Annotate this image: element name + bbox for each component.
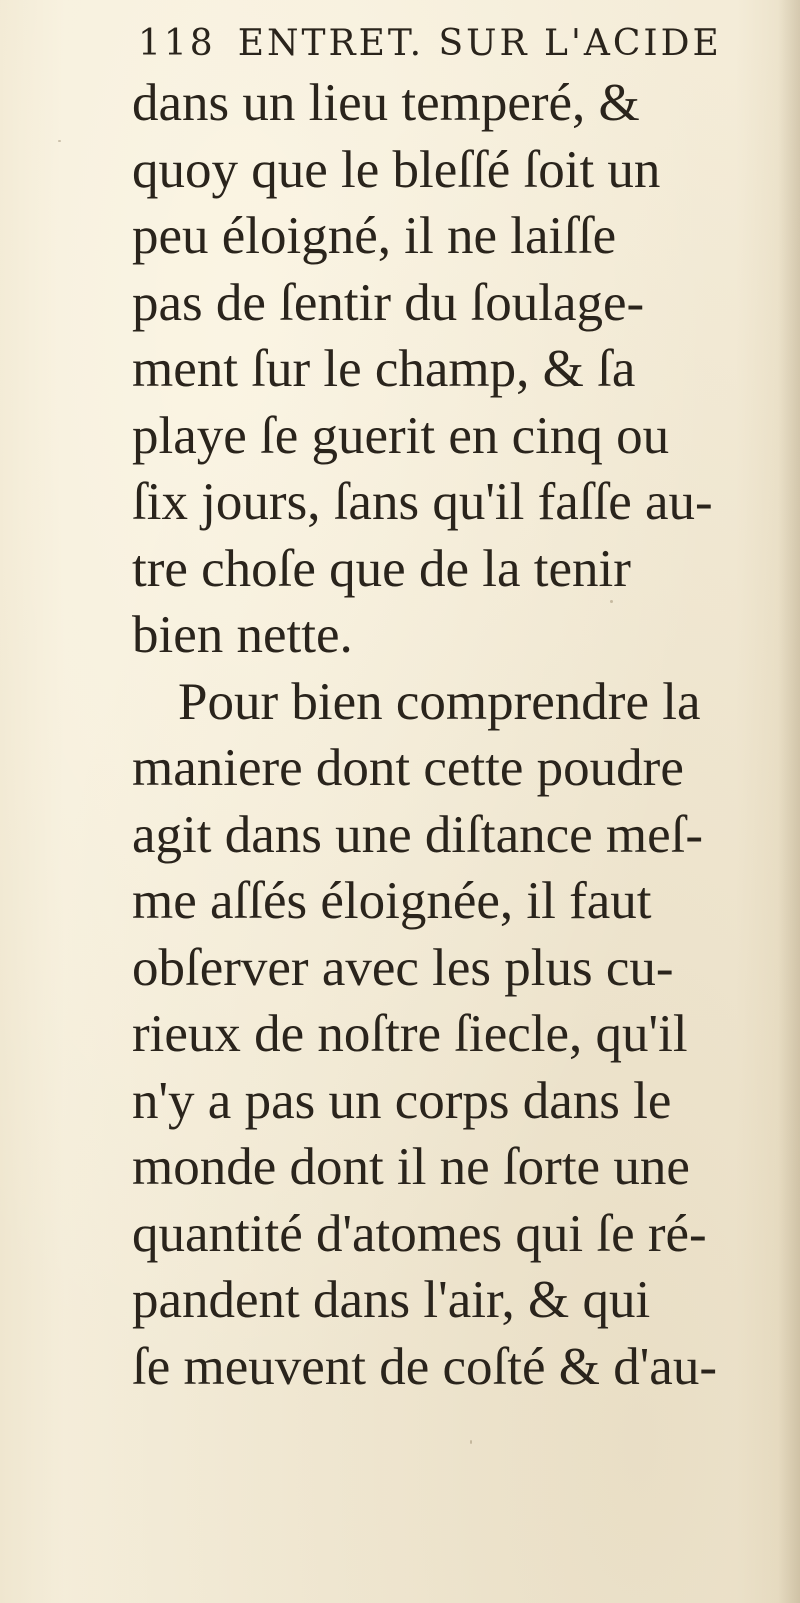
text-line: monde dont il ne ſorte une	[132, 1138, 690, 1196]
text-line: tre choſe que de la tenir	[132, 539, 631, 598]
text-line: bien nette.	[132, 606, 353, 664]
text-line: peu éloigné, il ne laiſſe	[132, 207, 617, 265]
paper-speck	[58, 140, 61, 142]
body-text	[132, 70, 792, 1400]
text-line: quoy que le bleſſé ſoit un	[132, 140, 661, 199]
text-line: ſix jours, ſans qu'il faſſe au-	[132, 473, 713, 531]
text-line: playe ſe guerit en cinq ou	[132, 406, 670, 465]
page-number: 118	[138, 23, 216, 64]
text-line: obſerver avec les plus cu-	[132, 938, 674, 997]
text-line: ſe meuvent de coſté & d'au-	[132, 1337, 717, 1396]
text-line: pandent dans l'air, & qui	[132, 1271, 651, 1329]
text-line: ment ſur le champ, & ſa	[132, 340, 636, 398]
text-line: quantité d'atomes qui ſe ré-	[132, 1204, 707, 1263]
paragraph-start-line: Pour bien comprendre la	[178, 672, 701, 731]
text-line: me aſſés éloignée, il faut	[132, 872, 652, 930]
text-line: dans un lieu temperé, &	[132, 74, 640, 132]
running-header	[138, 18, 778, 70]
text-line: maniere dont cette poudre	[132, 739, 684, 797]
text-line: n'y a pas un corps dans le	[132, 1071, 672, 1130]
paper-speck	[470, 1440, 472, 1444]
text-line: pas de ſentir du ſoulage-	[132, 273, 645, 332]
running-title: ENTRET. SUR L'ACIDE	[237, 23, 722, 64]
text-line: agit dans une diſtance meſ-	[132, 805, 704, 864]
paper-speck	[610, 600, 613, 603]
text-line: rieux de noſtre ſiecle, qu'il	[132, 1005, 688, 1063]
